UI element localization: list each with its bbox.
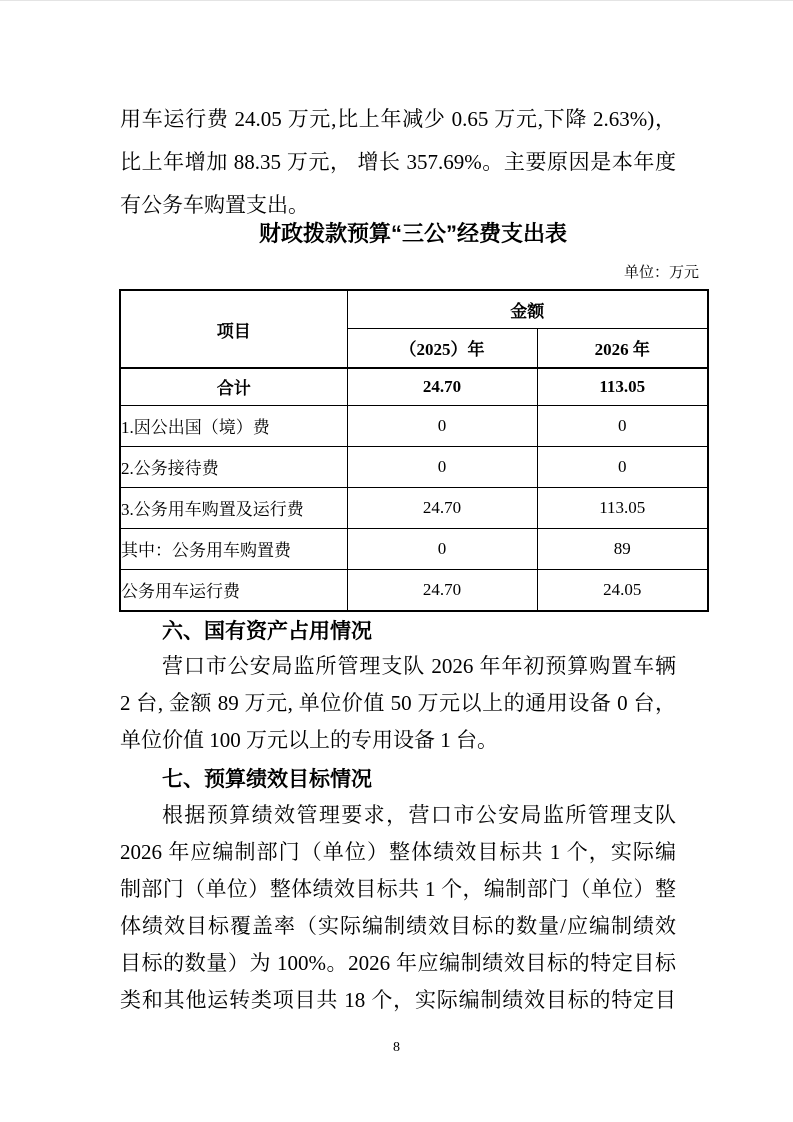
table-row-abroad — [120, 405, 708, 446]
table-header-row-1 — [120, 290, 708, 328]
row-reception-2025: 0 — [347, 446, 537, 487]
header-cell-year-2026: 2026 年 — [537, 328, 708, 368]
section-seven-heading: 七、预算绩效目标情况 — [162, 768, 372, 791]
section-six-heading: 六、国有资产占用情况 — [162, 620, 372, 643]
intro-line-3: 有公务车购置支出。 — [120, 193, 309, 217]
row-reception-2026: 0 — [537, 446, 708, 487]
section-seven-line-4: 体绩效目标覆盖率（实际编制绩效目标的数量/应编制绩效 — [120, 914, 676, 938]
table-row-vehicle-purchase — [120, 528, 708, 569]
header-cell-item: 项目 — [120, 290, 347, 368]
section-seven-line-5: 目标的数量）为 100%。2026 年应编制绩效目标的特定目标 — [120, 951, 676, 975]
row-abroad-label: 1.因公出国（境）费 — [120, 405, 347, 446]
page-number: 8 — [393, 1040, 400, 1055]
table-row-total — [120, 368, 708, 405]
table-row-vehicle — [120, 487, 708, 528]
section-seven-line-6: 类和其他运转类项目共 18 个，实际编制绩效目标的特定目 — [120, 988, 676, 1012]
header-cell-amount: 金额 — [347, 290, 708, 328]
row-reception-label: 2.公务接待费 — [120, 446, 347, 487]
section-six-line-2: 2 台, 金额 89 万元, 单位价值 50 万元以上的通用设备 0 台， — [120, 691, 676, 715]
row-vehicle-operation-2026: 24.05 — [537, 569, 708, 611]
row-abroad-2026: 0 — [537, 405, 708, 446]
row-vehicle-purchase-2026: 89 — [537, 528, 708, 569]
intro-line-1: 用车运行费 24.05 万元,比上年减少 0.65 万元,下降 2.63%)， — [120, 107, 676, 131]
row-total-2025: 24.70 — [347, 368, 537, 405]
sangong-expense-table — [119, 289, 707, 612]
row-abroad-2025: 0 — [347, 405, 537, 446]
intro-paragraph — [120, 98, 676, 227]
table-row-reception — [120, 446, 708, 487]
row-vehicle-operation-label: 公务用车运行费 — [120, 569, 347, 611]
header-cell-year-2025: （2025）年 — [347, 328, 537, 368]
section-seven-line-3: 制部门（单位）整体绩效目标共 1 个，编制部门（单位）整 — [120, 877, 676, 901]
row-vehicle-operation-2025: 24.70 — [347, 569, 537, 611]
row-total-label: 合计 — [120, 368, 347, 405]
row-vehicle-purchase-2025: 0 — [347, 528, 537, 569]
section-six-line-3: 单位价值 100 万元以上的专用设备 1 台。 — [120, 728, 498, 752]
table-row-vehicle-operation — [120, 569, 708, 611]
intro-line-2: 比上年增加 88.35 万元， 增长 357.69%。主要原因是本年度 — [120, 150, 676, 174]
section-seven-line-1: 根据预算绩效管理要求，营口市公安局监所管理支队 — [162, 803, 676, 827]
row-vehicle-2025: 24.70 — [347, 487, 537, 528]
row-total-2026: 113.05 — [537, 368, 708, 405]
unit-note: 单位：万元 — [623, 265, 699, 281]
section-seven-paragraph — [120, 797, 676, 1019]
table-title: 财政拨款预算“三公”经费支出表 — [258, 221, 567, 246]
row-vehicle-purchase-label: 其中：公务用车购置费 — [120, 528, 347, 569]
row-vehicle-2026: 113.05 — [537, 487, 708, 528]
section-seven-line-2: 2026 年应编制部门（单位）整体绩效目标共 1 个，实际编 — [120, 840, 676, 864]
section-six-paragraph — [120, 648, 676, 759]
row-vehicle-label: 3.公务用车购置及运行费 — [120, 487, 347, 528]
section-six-line-1: 营口市公安局监所管理支队 2026 年年初预算购置车辆 — [162, 654, 676, 678]
